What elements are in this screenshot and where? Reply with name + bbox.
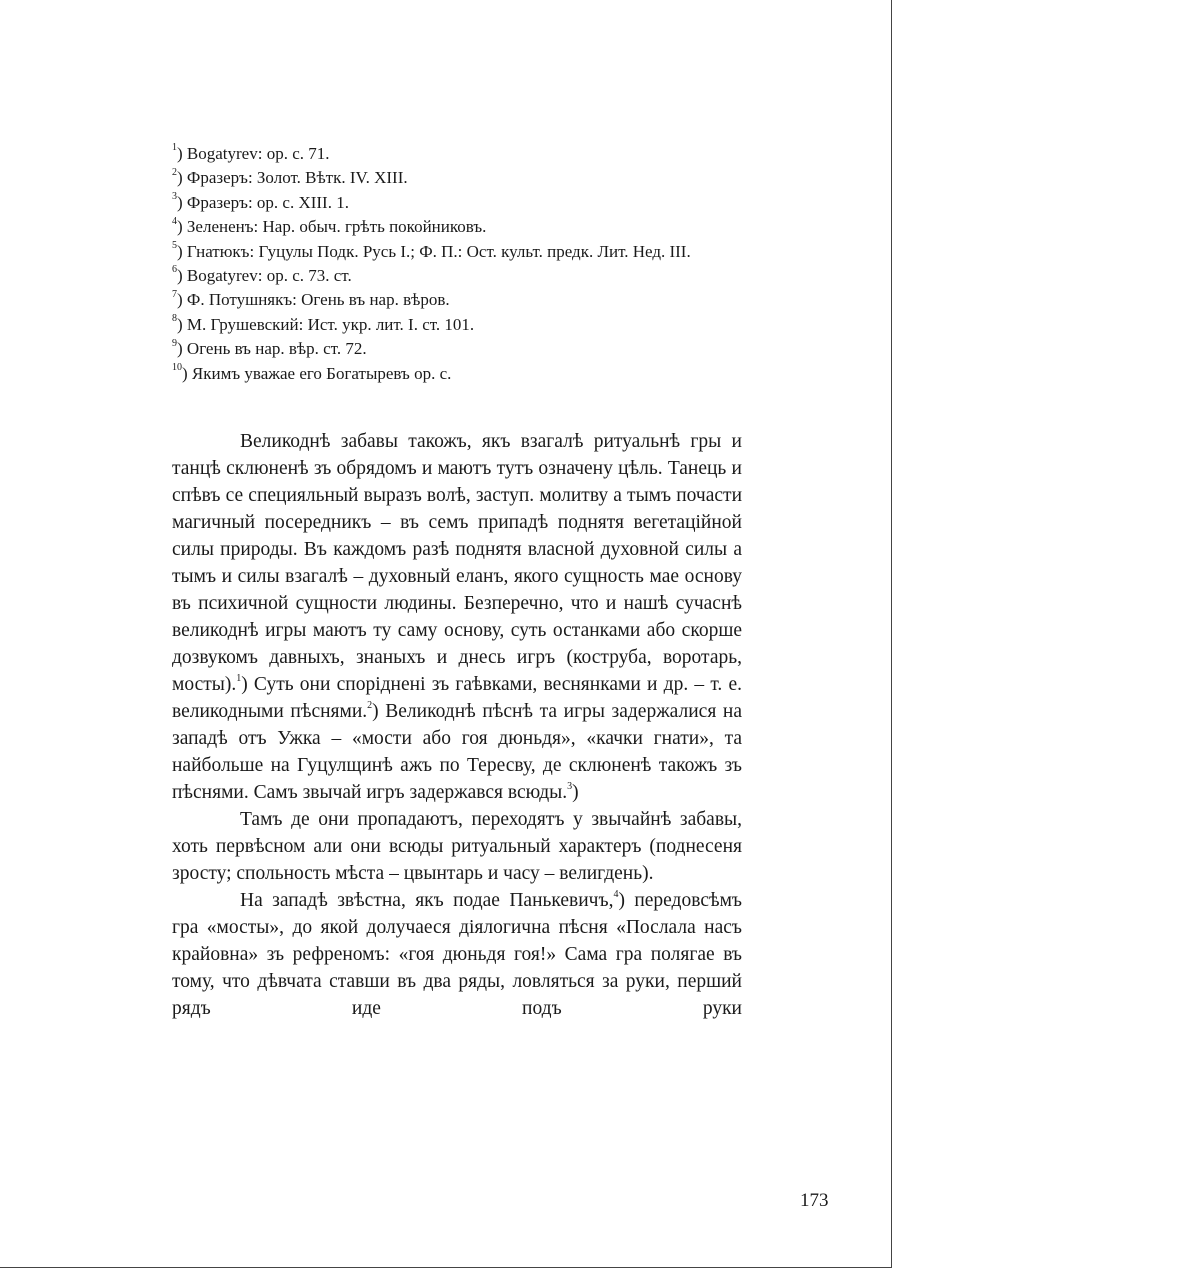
paragraph: На западѣ звѣстна, якъ подае Панькевичъ,$^4$) передовсѣмъ гра «мосты», до якой долучаеся дiялогична пѣсня «Послала насъ крайовна» зъ рефреномъ: «гоя дюньдя гоя!» Сама гра полягае въ тому, что дѣвчата ставши въ два ряды, ловляться за руки, перший рядъ иде подъ руки [172, 888, 742, 1019]
footnote: $^6$) Bogatyrev: op. c. 73. ст. [172, 264, 352, 286]
footnote: $^2$) Фразеръ: Золот. Вѣтк. IV. XIII. [172, 166, 408, 188]
page-number: 173 [800, 1190, 829, 1211]
footnotes [172, 142, 742, 386]
footnote: $^1$) Bogatyrev: op. c. 71. [172, 142, 330, 163]
footnote: $^{10}$) Якимъ уважае его Богатыревъ op. c. [172, 362, 452, 383]
footnote: $^8$) М. Грушевский: Ист. укр. лит. I. ст. 101. [172, 313, 475, 334]
footnote: $^3$) Фразеръ: op. c. XIII. 1. [172, 191, 349, 212]
footnote: $^9$) Огень въ нар. вѣр. ст. 72. [172, 337, 367, 359]
footnote: $^7$) Ф. Потушнякъ: Огень въ нар. вѣров. [172, 288, 450, 310]
body-text [172, 428, 742, 1022]
footnote: $^4$) Зелененъ: Нар. обыч. грѣть покойниковъ. [172, 215, 487, 237]
paragraph: Тамъ де они пропадаютъ, переходятъ у звычайнѣ забавы, хоть первѣсном али они всюды ритуальный характеръ (поднесеня зросту; спольность мѣста – цвынтарь и часу – велигдень). [172, 809, 742, 884]
footnote: $^5$) Гнатюкъ: Гуцулы Подк. Русь I.; Ф. П.: Ост. культ. предк. Лит. Нед. III. [172, 239, 691, 261]
paragraph: Великоднѣ забавы такожъ, якъ взагалѣ ритуальнѣ гры и танцѣ склюненѣ зъ обрядомъ и маютъ тутъ означену цѣль. Танець и спѣвъ се специяльный выразъ волѣ, заступ. молитву а тымъ почасти магичный посередникъ – въ семъ припадѣ поднятя вегетацiйной силы природы. Въ каждомъ разѣ поднятя власной духовной силы а тымъ и силы взагалѣ – духовный еланъ, якого сущность мае основу въ психичной сущности людины. Безперечно, что и нашѣ сучаснѣ великоднѣ игры маютъ ту саму основу, суть останками або скорше дозвукомъ давныхъ, знаныхъ и днесь игръ (коструба, воротарь, мосты).$^1$) Суть они споріднені зъ гаѣвками, веснянками и др. – т. е. великодными пѣснями.$^2$) Великоднѣ пѣснѣ та игры задержалися на западѣ отъ Ужка – «мости або гоя дюньдя», «качки гнати», та найбольше на Гуцулщинѣ ажъ по Тересву, де склюненѣ такожъ зъ пѣснями. Самъ звычай игръ задержався всюды.$^3$) [172, 431, 742, 803]
